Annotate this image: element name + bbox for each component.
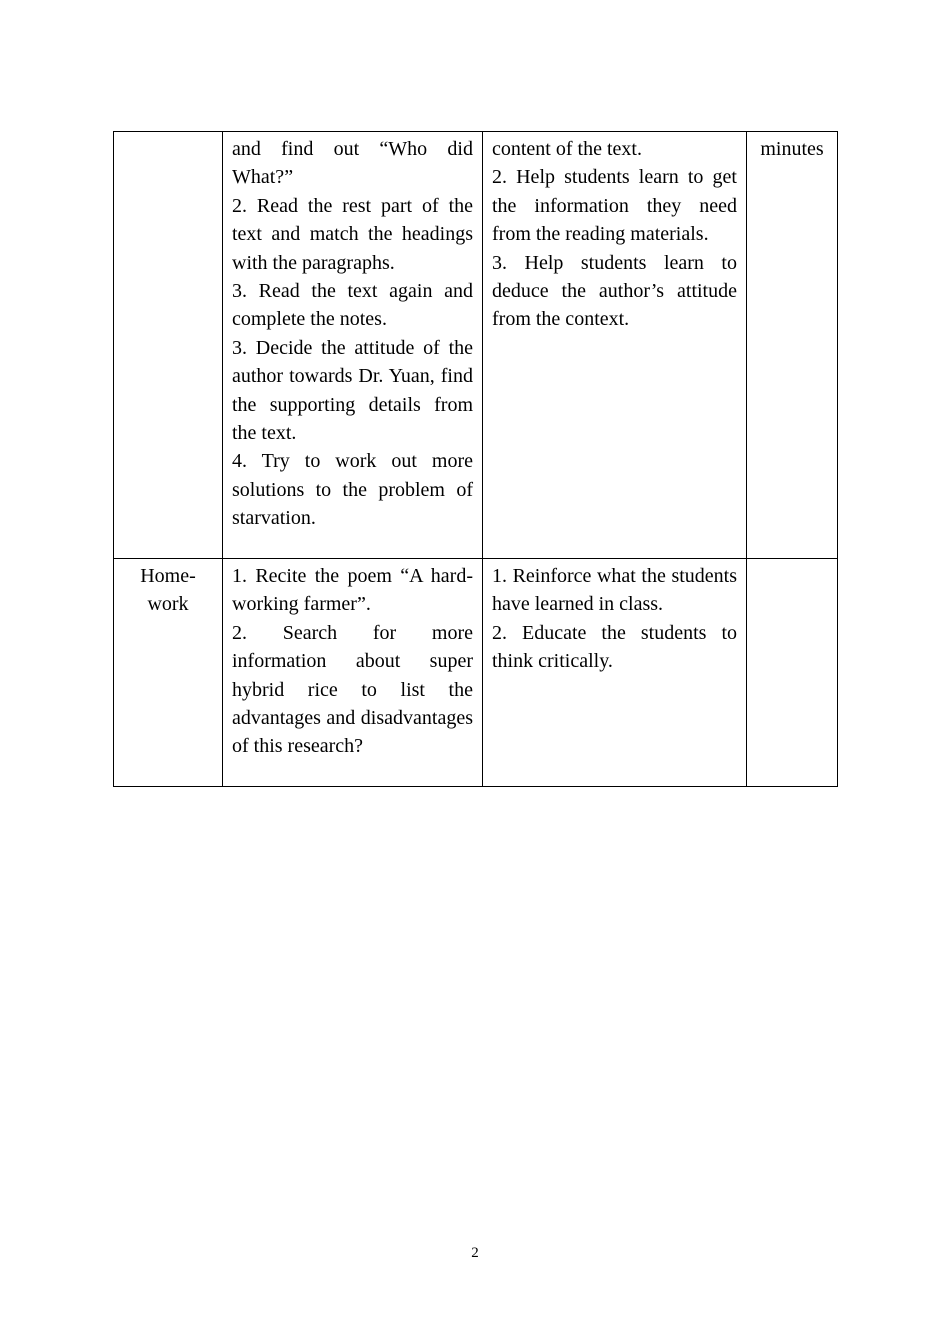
activity-item: 2. Search for more information about super hybrid rice to list the advantages and disadvantages of this research? <box>232 621 473 758</box>
purpose-item: 2. Help students learn to get the information they need from the reading materials. <box>492 166 737 246</box>
activity-item: 3. Read the text again and complete the notes. <box>232 280 473 331</box>
activities-cell <box>223 559 483 787</box>
table-row <box>114 132 838 559</box>
activity-item: 4. Try to work out more solutions to the problem of starvation. <box>232 450 473 530</box>
activity-item: 2. Read the rest part of the text and match the headings with the paragraphs. <box>232 194 473 274</box>
purposes-cell <box>483 559 747 787</box>
stage-cell: Home-work <box>114 559 223 787</box>
table-row <box>114 559 838 787</box>
purpose-item: content of the text. <box>492 138 642 160</box>
activity-item: 1. Recite the poem “A hard-working farmer”. <box>232 565 473 616</box>
activity-item: 3. Decide the attitude of the author towards Dr. Yuan, find the supporting details from the text. <box>232 336 473 445</box>
stage-cell <box>114 132 223 559</box>
purposes-cell <box>483 132 747 559</box>
lesson-plan-table <box>113 131 838 787</box>
purpose-item: 2. Educate the students to think critically. <box>492 621 737 673</box>
purpose-item: 3. Help students learn to deduce the author’s attitude from the context. <box>492 251 737 331</box>
purpose-item: 1. Reinforce what the students have learned in class. <box>492 565 737 616</box>
activities-cell <box>223 132 483 559</box>
time-cell: minutes <box>747 132 838 559</box>
activity-item: and find out “Who did What?” <box>232 138 473 189</box>
page-number: 2 <box>471 1245 479 1261</box>
time-cell <box>747 559 838 787</box>
